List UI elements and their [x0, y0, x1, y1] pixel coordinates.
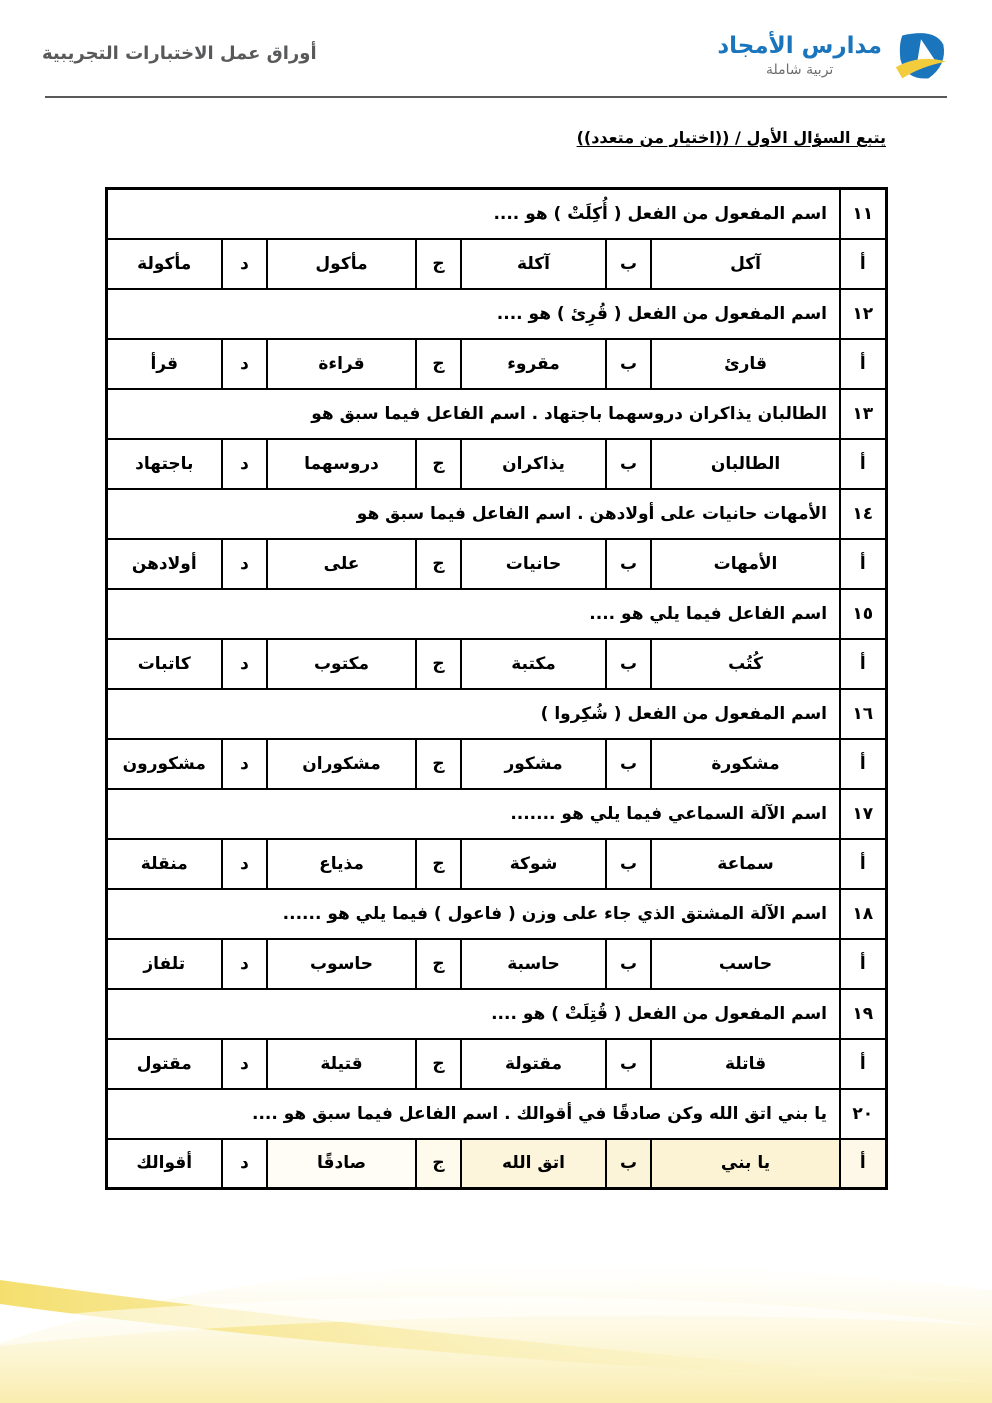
- option-letter-d: د: [222, 1039, 267, 1089]
- option-b-text: حاسبة: [461, 939, 606, 989]
- option-d-text: أولادهن: [106, 539, 222, 589]
- option-b-text: مشكور: [461, 739, 606, 789]
- options-row: [106, 839, 886, 889]
- school-name: مدارس الأمجاد: [717, 32, 882, 59]
- option-letter-c: ج: [416, 339, 461, 389]
- option-a-text: سماعة: [651, 839, 840, 889]
- question-text: اسم المفعول من الفعل ( قُتِلَتْ ) هو ....: [106, 989, 840, 1039]
- school-logo: [717, 28, 950, 84]
- option-d-text: مقتول: [106, 1039, 222, 1089]
- options-row: [106, 639, 886, 689]
- question-row: [106, 589, 886, 639]
- option-letter-c: ج: [416, 939, 461, 989]
- question-row: [106, 889, 886, 939]
- option-letter-b: ب: [606, 839, 651, 889]
- options-row: [106, 939, 886, 989]
- option-letter-d: د: [222, 839, 267, 889]
- question-number: ١٢: [840, 289, 886, 339]
- question-number: ٢٠: [840, 1089, 886, 1139]
- options-row: [106, 439, 886, 489]
- options-row: [106, 1039, 886, 1089]
- exam-questions-table: [105, 187, 888, 1190]
- option-a-text: قارئ: [651, 339, 840, 389]
- option-letter-b: ب: [606, 739, 651, 789]
- option-b-text: مكتبة: [461, 639, 606, 689]
- question-number: ١٣: [840, 389, 886, 439]
- option-b-text: حانيات: [461, 539, 606, 589]
- option-letter-b: ب: [606, 939, 651, 989]
- section-subtitle: يتبع السؤال الأول / ((اختيار من متعدد)): [576, 128, 886, 147]
- question-row: [106, 789, 886, 839]
- option-letter-a: أ: [840, 639, 886, 689]
- option-letter-c: ج: [416, 739, 461, 789]
- option-c-text: مكتوب: [267, 639, 416, 689]
- option-letter-d: د: [222, 739, 267, 789]
- option-letter-a: أ: [840, 1139, 886, 1189]
- option-d-text: تلفاز: [106, 939, 222, 989]
- option-c-text: على: [267, 539, 416, 589]
- question-text: الطالبان يذاكران دروسهما باجتهاد . اسم الفاعل فيما سبق هو: [106, 389, 840, 439]
- option-letter-c: ج: [416, 1039, 461, 1089]
- option-letter-a: أ: [840, 939, 886, 989]
- option-d-text: مأكولة: [106, 239, 222, 289]
- option-letter-a: أ: [840, 739, 886, 789]
- question-text: اسم المفعول من الفعل ( أُكِلَتْ ) هو ....: [106, 189, 840, 239]
- options-row: [106, 1139, 886, 1189]
- options-row: [106, 339, 886, 389]
- question-number: ١١: [840, 189, 886, 239]
- option-b-text: آكلة: [461, 239, 606, 289]
- option-a-text: يا بني: [651, 1139, 840, 1189]
- options-row: [106, 739, 886, 789]
- question-row: [106, 289, 886, 339]
- options-row: [106, 239, 886, 289]
- question-text: اسم الآلة المشتق الذي جاء على وزن ( فاعول ) فيما يلي هو ......: [106, 889, 840, 939]
- option-letter-d: د: [222, 939, 267, 989]
- option-a-text: قاتلة: [651, 1039, 840, 1089]
- question-text: اسم المفعول من الفعل ( شُكِروا ): [106, 689, 840, 739]
- option-letter-b: ب: [606, 1039, 651, 1089]
- option-letter-c: ج: [416, 439, 461, 489]
- option-letter-a: أ: [840, 839, 886, 889]
- option-letter-c: ج: [416, 239, 461, 289]
- question-row: [106, 389, 886, 439]
- question-row: [106, 989, 886, 1039]
- option-b-text: يذاكران: [461, 439, 606, 489]
- option-letter-b: ب: [606, 1139, 651, 1189]
- question-row: [106, 689, 886, 739]
- option-c-text: حاسوب: [267, 939, 416, 989]
- options-row: [106, 539, 886, 589]
- question-number: ١٥: [840, 589, 886, 639]
- decorative-swoosh: [0, 1198, 992, 1403]
- option-c-text: مشكوران: [267, 739, 416, 789]
- option-d-text: مشكورون: [106, 739, 222, 789]
- option-c-text: قتيلة: [267, 1039, 416, 1089]
- question-row: [106, 189, 886, 239]
- question-number: ١٤: [840, 489, 886, 539]
- question-text: اسم الفاعل فيما يلي هو ....: [106, 589, 840, 639]
- option-letter-c: ج: [416, 639, 461, 689]
- option-letter-d: د: [222, 639, 267, 689]
- option-letter-a: أ: [840, 1039, 886, 1089]
- document-title: أوراق عمل الاختبارات التجريبية: [42, 42, 317, 64]
- option-a-text: حاسب: [651, 939, 840, 989]
- option-letter-a: أ: [840, 239, 886, 289]
- option-a-text: الطالبان: [651, 439, 840, 489]
- question-number: ١٧: [840, 789, 886, 839]
- question-text: الأمهات حانيات على أولادهن . اسم الفاعل فيما سبق هو: [106, 489, 840, 539]
- option-letter-c: ج: [416, 1139, 461, 1189]
- option-letter-a: أ: [840, 439, 886, 489]
- option-c-text: صادقًا: [267, 1139, 416, 1189]
- question-number: ١٨: [840, 889, 886, 939]
- option-letter-c: ج: [416, 539, 461, 589]
- option-letter-a: أ: [840, 339, 886, 389]
- question-text: اسم المفعول من الفعل ( قُرِئ ) هو ....: [106, 289, 840, 339]
- option-c-text: مأكول: [267, 239, 416, 289]
- header-divider: [45, 96, 947, 98]
- option-letter-c: ج: [416, 839, 461, 889]
- option-letter-d: د: [222, 239, 267, 289]
- option-a-text: آكل: [651, 239, 840, 289]
- option-b-text: مقروء: [461, 339, 606, 389]
- question-number: ١٩: [840, 989, 886, 1039]
- question-text: اسم الآلة السماعي فيما يلي هو .......: [106, 789, 840, 839]
- option-b-text: اتق الله: [461, 1139, 606, 1189]
- option-letter-b: ب: [606, 239, 651, 289]
- option-d-text: منقلة: [106, 839, 222, 889]
- option-a-text: كُتُب: [651, 639, 840, 689]
- option-b-text: مقتولة: [461, 1039, 606, 1089]
- option-b-text: شوكة: [461, 839, 606, 889]
- question-number: ١٦: [840, 689, 886, 739]
- option-letter-a: أ: [840, 539, 886, 589]
- logo-text: [717, 34, 882, 78]
- option-letter-d: د: [222, 539, 267, 589]
- option-c-text: قراءة: [267, 339, 416, 389]
- option-letter-d: د: [222, 1139, 267, 1189]
- question-row: [106, 489, 886, 539]
- page-header: [0, 0, 992, 84]
- school-tagline: تربية شاملة: [765, 62, 834, 79]
- option-d-text: قرأ: [106, 339, 222, 389]
- option-a-text: مشكورة: [651, 739, 840, 789]
- option-c-text: دروسهما: [267, 439, 416, 489]
- option-d-text: كاتبات: [106, 639, 222, 689]
- option-letter-b: ب: [606, 339, 651, 389]
- option-letter-b: ب: [606, 439, 651, 489]
- option-letter-d: د: [222, 439, 267, 489]
- option-d-text: باجتهاد: [106, 439, 222, 489]
- question-text: يا بني اتق الله وكن صادقًا في أقوالك . اسم الفاعل فيما سبق هو ....: [106, 1089, 840, 1139]
- option-c-text: مذياع: [267, 839, 416, 889]
- logo-mark-icon: [892, 28, 950, 84]
- question-row: [106, 1089, 886, 1139]
- option-d-text: أقوالك: [106, 1139, 222, 1189]
- option-a-text: الأمهات: [651, 539, 840, 589]
- option-letter-d: د: [222, 339, 267, 389]
- option-letter-b: ب: [606, 539, 651, 589]
- option-letter-b: ب: [606, 639, 651, 689]
